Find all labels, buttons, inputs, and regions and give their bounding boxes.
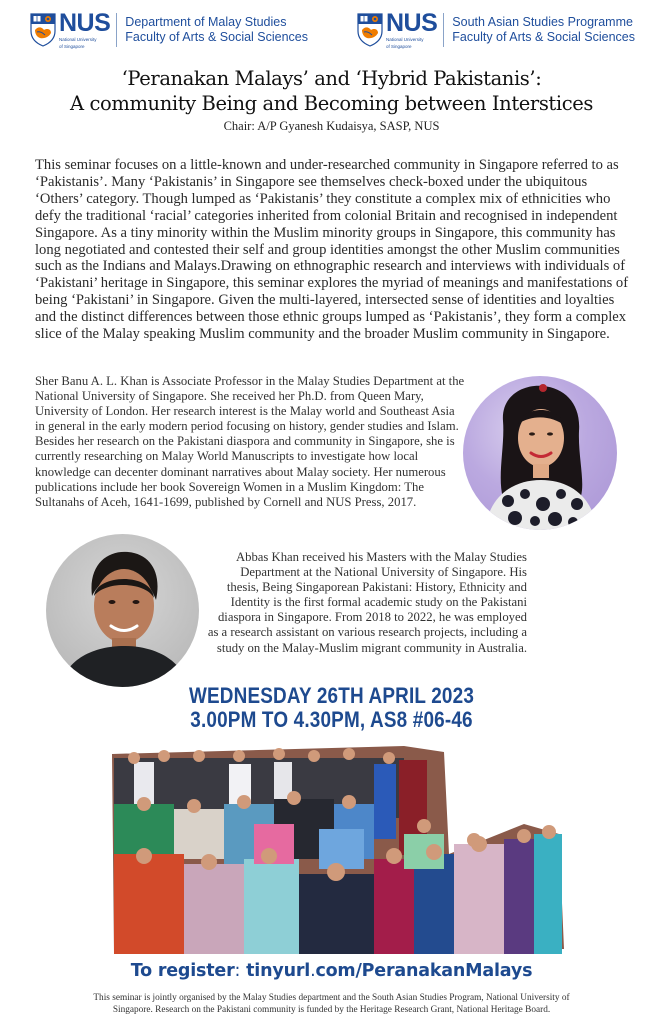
event-time-venue: 3.00PM TO 4.30PM, AS8 #06-46 bbox=[190, 707, 473, 732]
speaker-bio-sher-banu: Sher Banu A. L. Khan is Associate Professor in the Malay Studies Department at the National University of Singapore. She received her Ph.D. from Queen Mary, University of London. Her research interest is the Malay world and Southeast Asia in general in the early modern period focusing on history, gender studies and Islam. Besides her research on the Pakistani diaspora and community in Singapore, she is currently researching on Malay World Manuscripts to investigate how local knowledge can decenter dominant narratives about Malay society. Her numerous publications include her book Sovereign Women in a Muslim Kingdom: The Sultanahs of Aceh, 1641-1699, published by Cornell and NUS Press, 2017. bbox=[35, 374, 465, 509]
programme-name: South Asian Studies Programme Faculty of Arts & Social Sciences bbox=[452, 15, 636, 44]
department-name: Department of Malay Studies Faculty of Arts & Social Sciences bbox=[125, 15, 309, 44]
nus-wordmark: NUS National University of Singapore bbox=[59, 9, 111, 49]
logo-divider bbox=[443, 13, 444, 47]
header bbox=[0, 8, 663, 52]
speaker-bio-abbas-khan: Abbas Khan received his Masters with the Malay Studies Department at the National University of Singapore. His thesis, Being Singaporean Pakistani: History, Ethnicity and Identity is the first formal academic study on the Pakistani diaspora in Singapore. From 2018 to 2022, he was employed as a research assistant on various research projects, including a study on the Malay-Muslim migrant community in Australia. bbox=[207, 550, 527, 655]
seminar-title-line-1: ‘Peranakan Malays’ and ‘Hybrid Pakistanis’: bbox=[121, 67, 542, 90]
speaker-photo-sher-banu bbox=[463, 376, 617, 530]
event-datetime bbox=[46, 684, 616, 732]
nus-crest-icon bbox=[357, 13, 383, 47]
seminar-abstract: This seminar focuses on a little-known and under-researched community in Singapore referred to as ‘Pakistanis’. Many ‘Pakistanis’ in Singapore see themselves check-boxed under the ubiquitous ‘Others’ category. Though lumped as ‘Pakistanis’ they constitute a complex mix of ethnicities who defy the traditional ‘racial’ categories inherited from colonial Britain and recognised in independent Singapore. As a tiny minority within the Muslim minority groups in Singapore, this community has long negotiated and contested their self and group identities amongst the other Muslim communities such as the Indians and Malays.Drawing on ethnographic research and interviews with individuals of ‘Pakistani’ heritage in Singapore, this seminar explores the myriad of meanings and manifestations of being ‘Pakistani’ in Singapore. Given the multi-layered, intersected sense of identities and loyalties and the distinct differences between those ethnic groups lumped as ‘Pakistanis’, they form a complex slice of the Malay speaking Muslim community and the broader Muslim community in Singapore. bbox=[35, 157, 629, 343]
speaker-photo-abbas-khan bbox=[46, 534, 199, 687]
community-group-photo bbox=[104, 744, 566, 956]
register-label: To register bbox=[130, 961, 235, 981]
logo-divider bbox=[116, 13, 117, 47]
seminar-title-block bbox=[0, 66, 663, 134]
nus-malay-studies-logo bbox=[30, 8, 308, 52]
nus-south-asian-studies-logo bbox=[357, 8, 635, 52]
registration-link[interactable]: To register: tinyurl.com/PeranakanMalays bbox=[130, 961, 533, 981]
nus-crest-icon bbox=[30, 13, 56, 47]
funding-footer: This seminar is jointly organised by the Malay Studies department and the South Asian Studies Program, National University of Singapore. Research on the Pakistani community is funded by the Heritage Research Grant, National Heritage Board. bbox=[93, 993, 570, 1015]
chair-info: Chair: A/P Gyanesh Kudaisya, SASP, NUS bbox=[223, 119, 440, 133]
event-date: WEDNESDAY 26TH APRIL 2023 bbox=[188, 683, 475, 708]
seminar-title-line-2: A community Being and Becoming between Interstices bbox=[70, 92, 593, 115]
register-url[interactable]: tinyurl.com/PeranakanMalays bbox=[246, 961, 533, 981]
nus-wordmark: NUS National University of Singapore bbox=[386, 9, 438, 49]
